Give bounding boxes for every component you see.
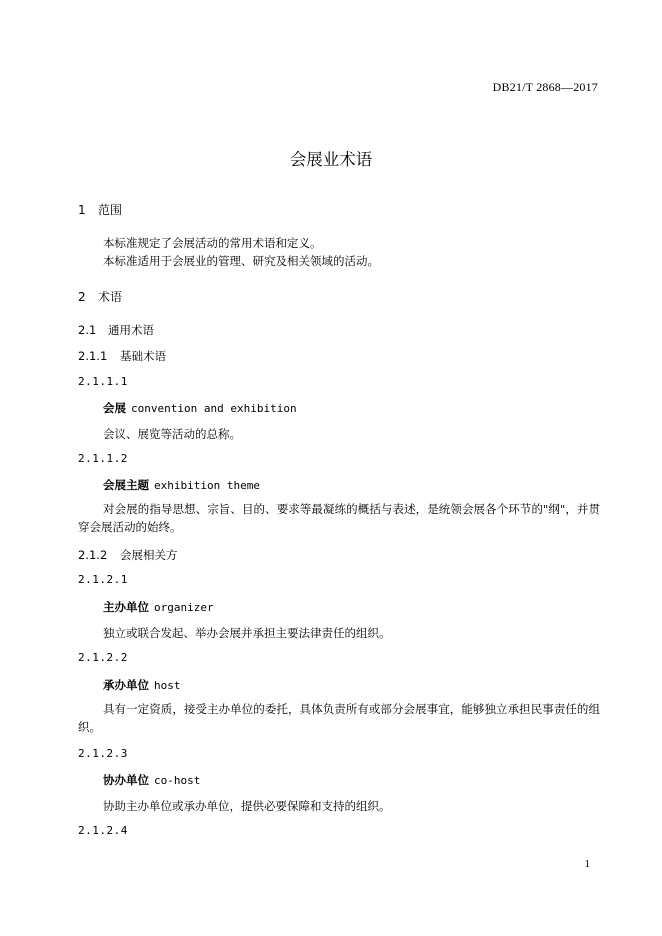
term-number: 2.1.1.2	[78, 452, 128, 465]
term-number: 2.1.2.3	[78, 747, 128, 760]
section-number: 2	[78, 290, 86, 304]
subsection-heading-general-terms	[78, 322, 154, 338]
subsection-heading-basic-terms	[78, 348, 166, 364]
term-chinese: 会展主题	[103, 478, 149, 492]
page-number: 1	[584, 858, 590, 870]
term-english: exhibition theme	[154, 479, 260, 492]
term-entry	[103, 677, 181, 693]
term-number: 2.1.1.1	[78, 375, 128, 388]
subsection-title: 会展相关方	[120, 548, 178, 562]
term-definition: 会议、展览等活动的总称。	[103, 427, 241, 441]
term-chinese: 主办单位	[103, 600, 149, 614]
term-english: host	[154, 679, 181, 692]
term-entry	[103, 772, 200, 788]
subsection-title: 基础术语	[120, 349, 166, 363]
subsection-number: 2.1.2	[78, 548, 108, 562]
document-title: 会展业术语	[289, 150, 373, 169]
term-english: co-host	[154, 774, 201, 787]
subsection-number: 2.1	[78, 323, 97, 337]
section-number: 1	[78, 203, 86, 217]
section-heading-scope	[78, 201, 122, 218]
term-entry	[103, 477, 260, 493]
section-title: 术语	[98, 290, 123, 304]
term-definition: 独立或联合发起、举办会展并承担主要法律责任的组织。	[103, 626, 391, 640]
term-definition: 具有一定资质，接受主办单位的委托，具体负责所有或部分会展事宜，能够独立承担民事责任的组织。	[78, 702, 600, 734]
term-chinese: 会展	[103, 401, 126, 415]
subsection-title: 通用术语	[108, 323, 154, 337]
term-number: 2.1.2.4	[78, 824, 128, 837]
scope-paragraph-1: 本标准规定了会展活动的常用术语和定义。	[103, 236, 322, 250]
term-entry	[103, 599, 214, 615]
term-number: 2.1.2.1	[78, 573, 128, 586]
section-heading-terms	[78, 288, 122, 305]
subsection-number: 2.1.1	[78, 349, 108, 363]
term-definition: 协助主办单位或承办单位，提供必要保障和支持的组织。	[103, 799, 391, 813]
subsection-heading-stakeholders	[78, 547, 178, 563]
document-code: DB21/T 2868—2017	[492, 80, 598, 94]
term-chinese: 承办单位	[103, 678, 149, 692]
term-definition: 对会展的指导思想、宗旨、目的、要求等最凝练的概括与表述，是统领会展各个环节的"纲"，并贯穿会展活动的始终。	[78, 502, 600, 534]
section-title: 范围	[98, 203, 123, 217]
term-english: convention and exhibition	[131, 402, 297, 415]
scope-paragraph-2: 本标准适用于会展业的管理、研究及相关领域的活动。	[103, 254, 379, 268]
term-entry	[103, 400, 297, 416]
term-chinese: 协办单位	[103, 773, 149, 787]
term-english: organizer	[154, 601, 214, 614]
term-number: 2.1.2.2	[78, 651, 128, 664]
